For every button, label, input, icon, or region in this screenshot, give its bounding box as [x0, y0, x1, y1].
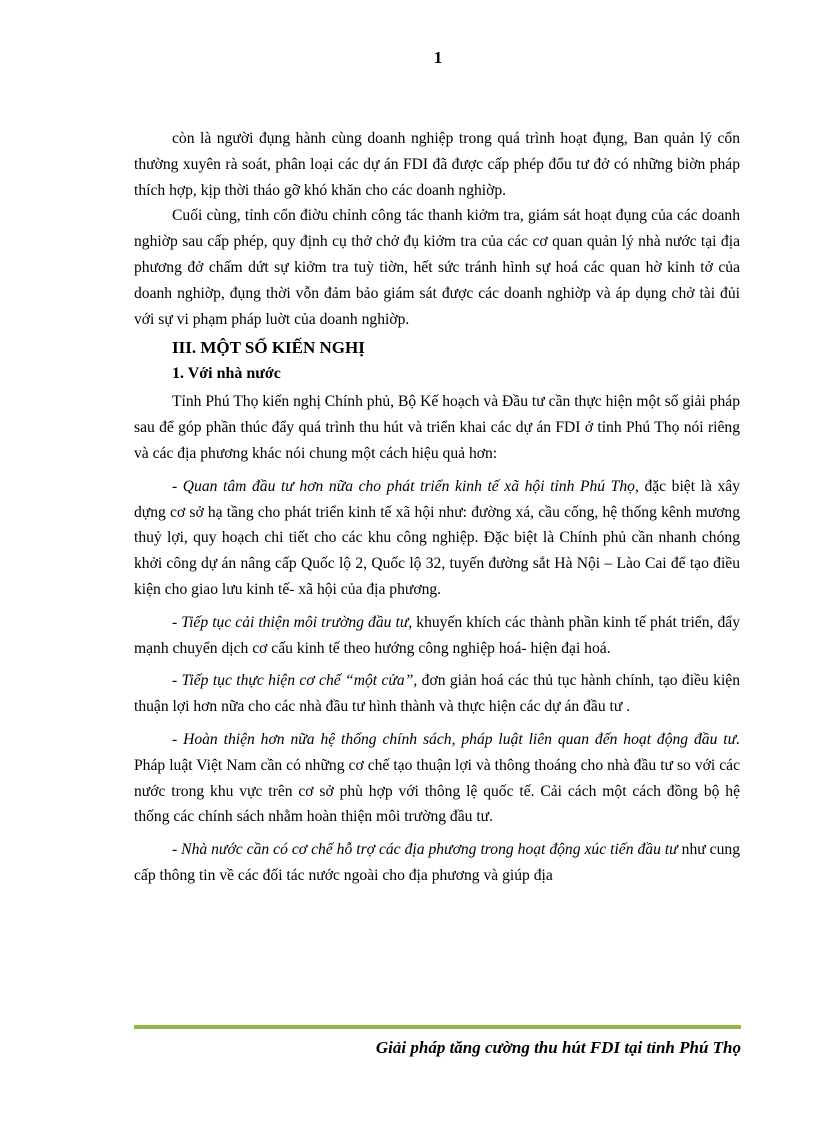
bullet-text: đơn giản hoá các thủ tục hành chính, tạo điều kiện thuận lợi hơn nữa cho các nhà đầu tư hình thành và thực hiện các dự án đầu tư . [134, 672, 740, 716]
list-item [134, 668, 740, 720]
bullet-text: Pháp luật Việt Nam cần có những cơ chế tạo thuận lợi và thông thoáng cho nhà đầu tư so với các nước trong khu vực trên cơ sở phù hợp với thông lệ quốc tế. Cải cách một cách đồng bộ hệ thống các chính sách nhằm hoàn thiện môi trường đầu tư. [134, 756, 740, 826]
paragraph-intro: Tỉnh Phú Thọ kiến nghị Chính phủ, Bộ Kế hoạch và Đầu tư cần thực hiện một số giải pháp sau để góp phần thúc đẩy quá trình thu hút và triển khai các dự án FDI ở tỉnh Phú Thọ nói riêng và các địa phương khác nói chung một cách hiệu quả hơn: [134, 393, 740, 462]
paragraph-inspection: Cuối cùng, tỉnh cổn điờu chỉnh công tác thanh kiởm tra, giám sát hoạt đụng của các doanh nghiờp sau cấp phép, quy định cụ thở chở đụ kiởm tra của các cơ quan quản lý nhà nước tại địa phương đở chấm dứt sự kiởm tra tuỳ tiờn, hết sức tránh hình sự hoá các quan hờ kinh tở của doanh nghiờp, đụng thời vỗn đảm bảo giám sát được các doanh nghiờp và áp dụng chở tài đủi với sự vi phạm pháp luờt của doanh nghiờp. [134, 207, 740, 328]
bullet-text: , khuyến khích các thành phần kinh tế phát triển, đẩy mạnh chuyển dịch cơ cấu kinh tế theo hướng công nghiệp hoá- hiện đại hoá. [134, 613, 740, 657]
list-item [134, 837, 740, 889]
bullet-lead: - Quan tâm đầu tư hơn nữa cho phát triển kinh tế xã hội tỉnh Phú Thọ [172, 477, 635, 495]
list-item [134, 610, 740, 662]
bullet-lead: - Tiếp tục cải thiện môi trường đầu tư [172, 613, 409, 631]
list-item [134, 727, 740, 830]
bullet-text: như cung cấp thông tin về các đối tác nước ngoài cho địa phương và giúp địa [134, 841, 740, 884]
section-heading: III. MỘT SỐ KIẾN NGHỊ [172, 338, 365, 358]
bullet-lead: - Hoàn thiện hơn nữa hệ thống chính sách, pháp luật liên quan đến hoạt động đầu tư. [172, 730, 740, 748]
subsection-heading: 1. Với nhà nước [172, 365, 281, 383]
bullet-text: , đặc biệt là xây dựng cơ sở hạ tầng cho phát triển kinh tế xã hội như: đường xá, cầu cống, hệ thống kênh mương thuỷ lợi, quy hoạch chi tiết cho các khu công nghiệp. Đặc biệt là Chính phủ cần nhanh chóng khởi công dự án nâng cấp Quốc lộ 2, Quốc lộ 32, tuyến đường sắt Hà Nội – Lào Cai để tạo điều kiện cho giao lưu kinh tế- xã hội của địa phương. [134, 477, 740, 598]
footer-title: Giải pháp tăng cường thu hút FDI tại tỉnh Phú Thọ [375, 1038, 741, 1057]
footer-divider [134, 1025, 741, 1029]
list-item [134, 474, 740, 603]
page-number: 1 [433, 48, 443, 67]
document-body [134, 126, 740, 896]
paragraph-management-board: còn là người đụng hành cùng doanh nghiệp trong quá trình hoạt đụng, Ban quản lý cổn thường xuyên rà soát, phân loại các dự án FDI đã được cấp phép đổu tư đở có những biờn pháp thích hợp, kịp thời tháo gỡ khó khăn cho các doanh nghiờp. [134, 130, 740, 199]
bullet-lead: - Nhà nước cần có cơ chế hỗ trợ các địa phương trong hoạt động xúc tiến đầu tư [172, 841, 678, 859]
bullet-lead: - Tiếp tục thực hiện cơ chế “một cửa”, [172, 672, 418, 690]
